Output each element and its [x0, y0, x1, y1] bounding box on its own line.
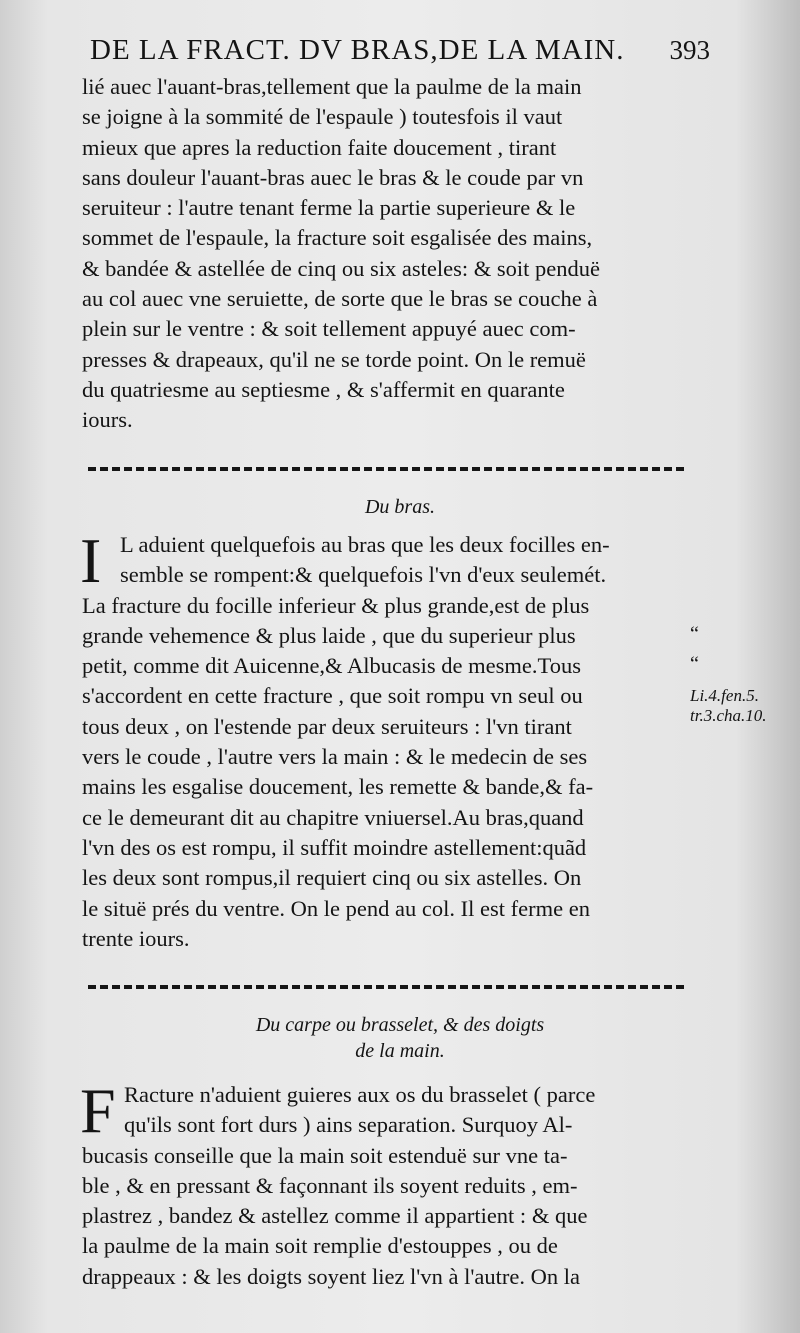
- margin-quote-mark: “: [690, 653, 699, 675]
- text-line: le situë prés du ventre. On le pend au col. Il est ferme en: [82, 895, 590, 921]
- text-line: l'vn des os est rompu, il suffit moindre astellement:quãd: [82, 834, 587, 860]
- text-line: Racture n'aduient guieres aux os du brasselet ( parce: [124, 1082, 596, 1107]
- section-heading-carpe: [0, 1012, 800, 1064]
- text-line: trente iours.: [82, 925, 190, 951]
- text-line: drappeaux : & les doigts soyent liez l'vn à l'autre. On la: [82, 1263, 580, 1289]
- heading-line: Du carpe ou brasselet, & des doigts: [255, 1014, 545, 1036]
- text-line: se joigne à la sommité de l'espaule ) toutesfois il vaut: [82, 104, 563, 130]
- text-line: sommet de l'espaule, la fracture soit esgalisée des mains,: [82, 225, 593, 251]
- text-line: La fracture du focille inferieur & plus grande,est de plus: [82, 592, 590, 618]
- text-line: s'accordent en cette fracture , que soit rompu vn seul ou: [82, 683, 583, 709]
- text-line: ble , & en pressant & façonnant ils soyent reduits , em-: [82, 1172, 578, 1198]
- margin-note-line: Li.4.fen.5.: [690, 686, 759, 705]
- page-number: 393: [669, 35, 710, 65]
- text-line: sans douleur l'auant-bras auec le bras & le coude par vn: [82, 164, 584, 190]
- page-header: [90, 32, 710, 68]
- text-line: bucasis conseille que la main soit estenduë sur vne ta-: [82, 1142, 568, 1168]
- text-line: & bandée & astellée de cinq ou six asteles: & soit penduë: [82, 255, 600, 281]
- running-title: DE LA FRACT. DV BRAS,DE LA MAIN.: [90, 34, 625, 66]
- paragraph-continued: [82, 72, 687, 436]
- text-line: tous deux , on l'estende par deux seruiteurs : l'vn tirant: [82, 713, 572, 739]
- text-line: semble se rompent:& quelquefois l'vn d'eux seulemét.: [120, 562, 607, 588]
- text-line: ce le demeurant dit au chapitre vniuersel.Au bras,quand: [82, 804, 584, 830]
- text-line: L aduient quelquefois au bras que les deux focilles en-: [120, 532, 610, 557]
- text-line: vers le coude , l'autre vers la main : & le medecin de ses: [82, 744, 588, 770]
- text-line: au col auec vne seruiette, de sorte que le bras se couche à: [82, 286, 598, 312]
- margin-quote-mark: “: [690, 623, 699, 645]
- text-line: lié auec l'auant-bras,tellement que la paulme de la main: [82, 74, 582, 99]
- text-line: seruiteur : l'autre tenant ferme la partie superieure & le: [82, 195, 576, 221]
- section-bras-text: [80, 525, 687, 954]
- text-line: du quatriesme au septiesme , & s'affermit en quarante: [82, 376, 565, 402]
- section-carpe-text: [80, 1075, 687, 1292]
- section-divider: [88, 467, 684, 471]
- section-divider: [88, 985, 684, 989]
- margin-note-line: tr.3.cha.10.: [690, 706, 767, 725]
- text-line: plein sur le ventre : & soit tellement appuyé auec com-: [82, 316, 576, 342]
- margin-note: [690, 686, 800, 726]
- heading-line: de la main.: [355, 1040, 445, 1062]
- text-line: plastrez , bandez & astellez comme il appartient : & que: [82, 1203, 588, 1229]
- text-line: petit, comme dit Auicenne,& Albucasis de mesme.Tous: [82, 653, 581, 679]
- section-heading-bras: Du bras.: [364, 496, 435, 518]
- drop-cap: F: [80, 1075, 116, 1146]
- text-line: mieux que apres la reduction faite doucement , tirant: [82, 134, 557, 160]
- text-line: les deux sont rompus,il requiert cinq ou six astelles. On: [82, 865, 582, 891]
- text-line: qu'ils sont fort durs ) ains separation. Surquoy Al-: [124, 1112, 573, 1138]
- text-line: la paulme de la main soit remplie d'estouppes , ou de: [82, 1233, 558, 1259]
- text-line: presses & drapeaux, qu'il ne se torde point. On le remuë: [82, 346, 586, 372]
- text-line: grande vehemence & plus laide , que du superieur plus: [82, 622, 576, 648]
- text-line: iours.: [82, 407, 133, 433]
- text-line: mains les esgalise doucement, les remette & bande,& fa-: [82, 774, 594, 800]
- drop-cap: I: [80, 525, 102, 596]
